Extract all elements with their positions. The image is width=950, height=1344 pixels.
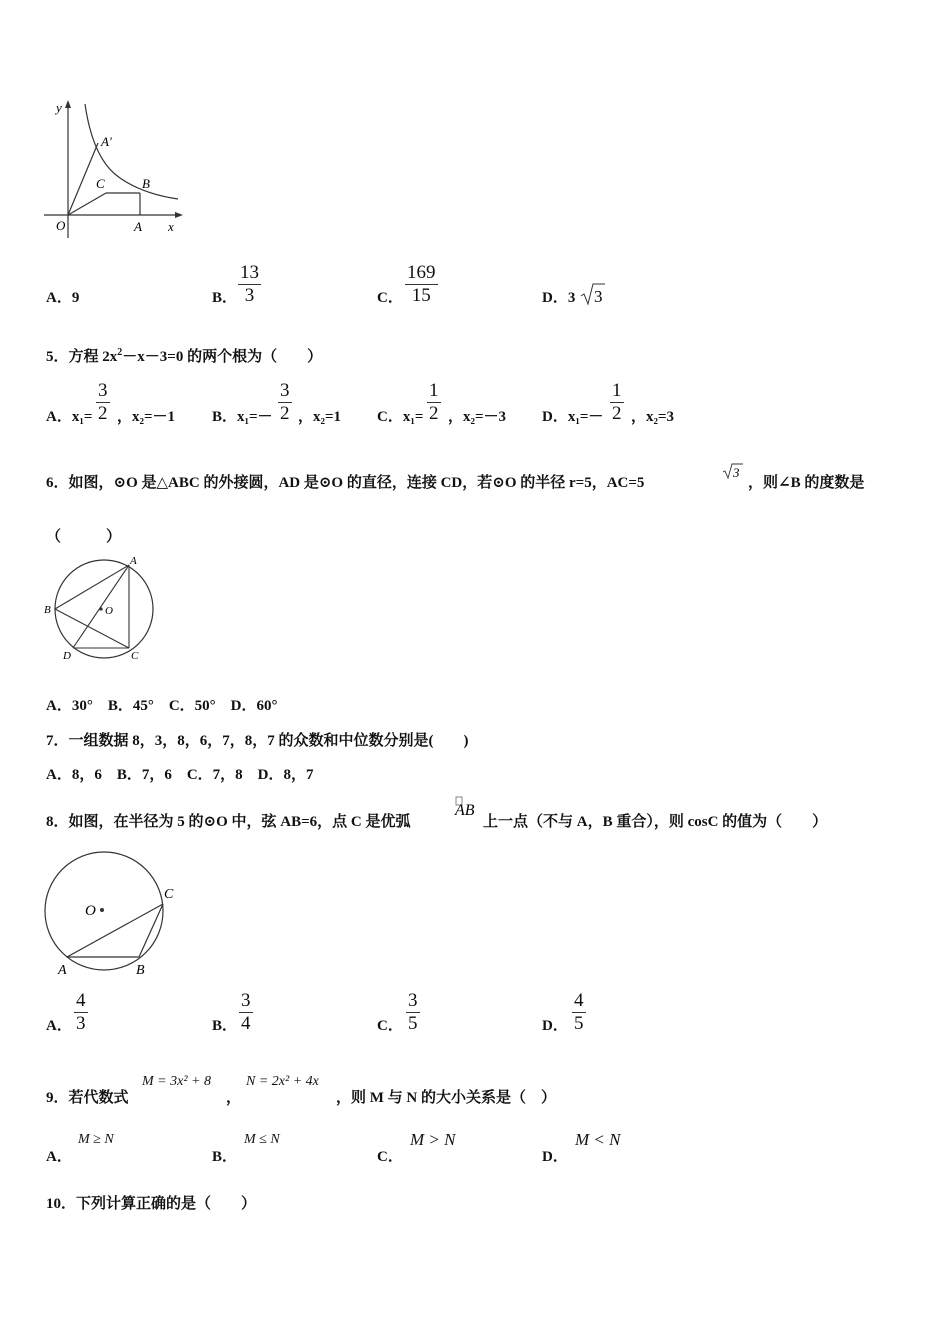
segment-OA-prime [68,143,98,215]
label-A: A [130,555,137,567]
q9-expression-M: M = 3x² + 8 [142,1074,211,1089]
q5-option-a-rest: ，x₂=－1 [117,409,176,425]
q9-option-c-expression: M > N [410,1130,456,1149]
denominator: 3 [238,284,261,307]
q4-option-d[interactable] [542,286,575,307]
q8-option-a-label[interactable]: A． [46,1018,72,1034]
q9-expression-N: N = 2x² + 4x [246,1074,319,1089]
q8-option-c-label[interactable]: C． [377,1018,403,1034]
circle-O [45,852,163,970]
q4-option-c-fraction [405,262,438,307]
q5-option-a-label[interactable]: A．x₁= [46,409,93,425]
label-O: O [85,903,96,919]
label-O: O [105,605,113,617]
y-axis-arrow [65,100,71,108]
q4-option-b-label[interactable]: B． [212,290,238,306]
label-D: D [63,650,71,662]
radicand: 3 [594,287,603,306]
q7-options[interactable]: A．8，6 B．7，6 C．7，8 D．8，7 [46,767,314,783]
radicand: 3 [733,465,740,480]
segment-BC [55,609,129,648]
q5-option-a-fraction: $\frac{3}{2}$ [98,380,108,424]
label-A: A [58,963,67,978]
q8-option-b-label[interactable]: B． [212,1018,238,1034]
numerator: 169 [407,262,436,283]
q5-option-d-label[interactable]: D．x₁=－ [542,409,604,425]
q8-option-b-fraction: $\frac{3}{4}$ [241,990,251,1034]
label-O: O [56,218,66,233]
q9-option-b-expression: M ≤ N [244,1132,280,1147]
q6-options[interactable]: A．30° B．45° C．50° D．60° [46,698,278,714]
q9-option-a-label[interactable]: A． [46,1149,72,1165]
q6-answer-paren: （ ） [46,529,122,545]
segment-AD [73,565,129,648]
q9-stem-end: ，则 M 与 N 的大小关系是（ ） [336,1090,556,1106]
q9-option-a-expression: M ≥ N [78,1132,114,1147]
q4-option-a[interactable] [46,286,79,307]
q8-stem-end: 上一点（不与 A，B 重合），则 cosC 的值为（ ） [483,814,828,830]
q9-option-b-label[interactable]: B． [212,1149,238,1165]
q8-option-d-label[interactable]: D． [542,1018,568,1034]
q4-figure [38,98,198,243]
q6-radical [722,462,744,480]
q9-option-d-label[interactable]: D． [542,1149,568,1165]
option-label: D． [542,290,568,306]
option-value: 9 [71,290,80,306]
q8-arc-symbol [452,796,482,820]
label-C: C [164,887,174,902]
x-axis-arrow [175,212,183,218]
q5-option-c-label[interactable]: C．x₁= [377,409,424,425]
label-B: B [44,604,51,616]
segment-OC [68,193,106,215]
q9-comma: ， [226,1090,242,1106]
label-A: A [134,219,142,234]
numerator: 13 [240,262,259,283]
label-A-prime: A′ [101,134,112,149]
q6-stem-end: ，则∠B 的度数是 [748,475,865,491]
q4-option-d-radical [580,282,606,306]
denominator: 15 [405,284,438,307]
q10-stem: 10．下列计算正确的是（ ） [46,1196,257,1212]
circle-O [55,560,153,658]
q8-figure [40,848,180,978]
q5-option-b-rest: ，x₂=1 [298,409,342,425]
q6-figure [40,552,165,664]
q5-option-c-fraction: $\frac{1}{2}$ [429,380,439,424]
q8-stem: 8．如图，在半径为 5 的⊙O 中，弦 AB=6，点 C 是优弧 [46,814,411,830]
arc-label: AB [455,802,475,819]
q5-option-d-rest: ，x₂=3 [631,409,675,425]
label-B: B [142,176,150,191]
q9-stem: 9．若代数式 [46,1090,129,1106]
label-C: C [96,176,105,191]
q9-option-d-expression: M < N [575,1130,621,1149]
label-B: B [136,963,145,978]
label-C: C [131,650,139,662]
q8-option-d-fraction: $\frac{4}{5}$ [574,990,584,1034]
q5-option-b-fraction: $\frac{3}{2}$ [280,380,290,424]
q8-option-a-fraction: $\frac{4}{3}$ [76,990,86,1034]
q5-stem: 5．方程 $2x^2-x-3=0$ 的两个根为（ ） [46,347,323,365]
q5-option-d-fraction: $\frac{1}{2}$ [612,380,622,424]
segment-AB [55,565,129,609]
q4-option-b-fraction [238,262,261,307]
center-point-O [99,607,102,610]
q7-stem: 7．一组数据 8，3，8，6，7，8，7 的众数和中位数分别是( ) [46,733,469,749]
q8-option-c-fraction: $\frac{3}{5}$ [408,990,418,1034]
label-x: x [168,219,174,234]
option-label: A． [46,290,72,306]
q4-option-c-label[interactable]: C． [377,290,403,306]
label-y: y [56,100,62,115]
coefficient: 3 [567,290,576,306]
q6-stem: 6．如图，⊙O 是△ABC 的外接圆，AD 是⊙O 的直径，连接 CD，若⊙O 的半径 r=5，AC=5 [46,475,645,491]
q5-option-c-rest: ，x₂=－3 [448,409,507,425]
q5-option-b-label[interactable]: B．x₁=－ [212,409,273,425]
center-point-O [100,908,104,912]
q9-option-c-label[interactable]: C． [377,1149,403,1165]
